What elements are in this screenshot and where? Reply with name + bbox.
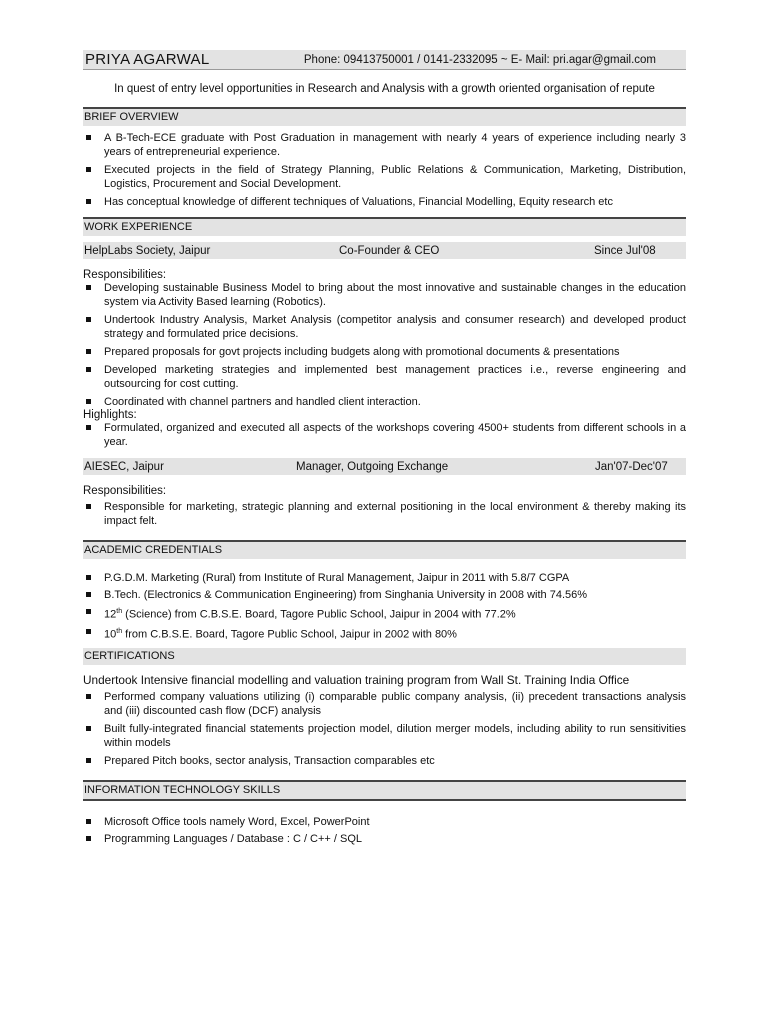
job-period: Since Jul'08 [594,244,656,257]
job2-responsibilities-list [83,500,686,528]
list-item: Developing sustainable Business Model to bring about the most innovative and sustainable changes in the education system via Activity Based learning (Robotics). [83,281,686,309]
list-item: Performed company valuations utilizing (i) comparable public company analysis, (ii) precedent transactions analysis and (iii) discounted cash flow (DCF) analysis [83,690,686,718]
list-item: Built fully-integrated financial statements projection model, dilution merger models, including ability to run sensitivities within models [83,722,686,750]
section-heading-certifications: CERTIFICATIONS [83,648,686,665]
section-heading-it-skills: INFORMATION TECHNOLOGY SKILLS [83,780,686,801]
list-item: Microsoft Office tools namely Word, Excel, PowerPoint [83,815,686,829]
candidate-name: PRIYA AGARWAL [85,51,210,68]
header-bar [83,50,686,70]
job-period: Jan'07-Dec'07 [595,460,668,473]
list-item: 12th (Science) from C.B.S.E. Board, Tagore Public School, Jaipur in 2004 with 77.2% [83,605,686,622]
job1-highlights-list [83,421,686,449]
list-item: Responsible for marketing, strategic planning and external positioning in the local environment & thereby making its impact felt. [83,500,686,528]
job1-responsibilities-list [83,281,686,409]
responsibilities-label: Responsibilities: [83,485,167,497]
objective-statement: In quest of entry level opportunities in Research and Analysis with a growth oriented organisation of repute [114,83,655,95]
contact-info: Phone: 09413750001 / 0141-2332095 ~ E- Mail: pri.agar@gmail.com [303,53,656,66]
list-item: Executed projects in the field of Strategy Planning, Public Relations & Communication, Marketing, Distribution, Logistics, Procurement and Social Development. [83,163,686,191]
list-item: 10th from C.B.S.E. Board, Tagore Public School, Jaipur in 2002 with 80% [83,625,686,642]
list-item: Prepared Pitch books, sector analysis, Transaction comparables etc [83,754,686,768]
list-item: Programming Languages / Database : C / C++ / SQL [83,832,686,846]
certifications-list [83,690,686,768]
list-item: A B-Tech-ECE graduate with Post Graduation in management with nearly 4 years of experience including nearly 3 years of entrepreneurial experience. [83,131,686,159]
list-item: P.G.D.M. Marketing (Rural) from Institute of Rural Management, Jaipur in 2011 with 5.8/7 CGPA [83,571,686,585]
job-organization: AIESEC, Jaipur [84,460,164,473]
list-item: Has conceptual knowledge of different techniques of Valuations, Financial Modelling, Equity research etc [83,195,686,209]
list-item: Developed marketing strategies and implemented best management practices i.e., reverse engineering and outsourcing for cost cutting. [83,363,686,391]
certification-intro: Undertook Intensive financial modelling and valuation training program from Wall St. Training India Office [83,673,630,688]
list-item: Formulated, organized and executed all aspects of the workshops covering 4500+ students from different schools in a year. [83,421,686,449]
it-skills-list [83,815,686,846]
list-item: Prepared proposals for govt projects including budgets along with promotional documents & presentations [83,345,686,359]
list-item: Coordinated with channel partners and handled client interaction. [83,395,686,409]
brief-overview-list [83,131,686,209]
responsibilities-label: Responsibilities: [83,269,167,281]
job-role: Co-Founder & CEO [339,244,440,257]
job-row-aiesec [83,458,686,475]
list-item: Undertook Industry Analysis, Market Analysis (competitor analysis and consumer research) and developed product strategy and formulated price decisions. [83,313,686,341]
section-heading-work-experience: WORK EXPERIENCE [83,217,686,236]
section-heading-academic-credentials: ACADEMIC CREDENTIALS [83,540,686,559]
resume-page [83,50,686,850]
academic-list [83,571,686,641]
job-row-helplabs [83,242,686,259]
section-heading-brief-overview: BRIEF OVERVIEW [83,107,686,126]
highlights-label: Highlights: [83,409,137,421]
job-role: Manager, Outgoing Exchange [296,460,449,473]
job-organization: HelpLabs Society, Jaipur [84,244,211,257]
list-item: B.Tech. (Electronics & Communication Engineering) from Singhania University in 2008 with 74.56% [83,588,686,602]
